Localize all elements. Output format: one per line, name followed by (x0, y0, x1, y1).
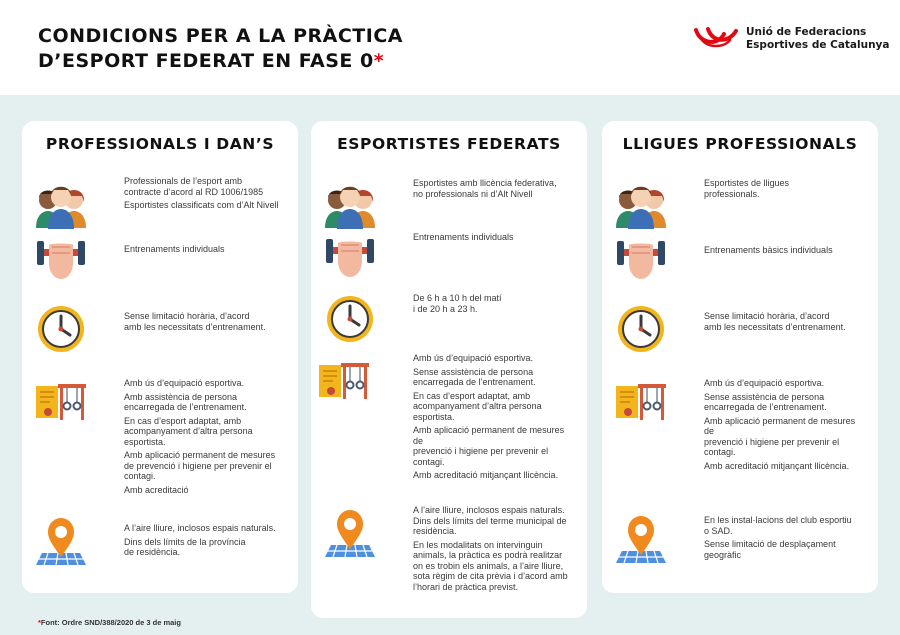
card-title: LLIGUES PROFESSIONALS (622, 135, 858, 153)
row-text (704, 515, 870, 563)
card-federats (311, 121, 587, 618)
row-text (413, 178, 579, 202)
location-pin-icon (614, 511, 668, 565)
row-text-line: En les modalitats on intervinguin animals, la pràctica es podrà realitzar on es trobin els animals, a l’aire lliure, sota règim de cita prèvia i d’acord amb l’horari de pràctica previst. (413, 539, 568, 592)
source-footnote: *Font: Ordre SND/388/2020 de 3 de maig (38, 618, 181, 627)
row-text-line: Sense limitació horària, d’acord amb les necessitats d’entrenament. (704, 311, 846, 332)
row-text-line: Sense limitació de desplaçament geogràfic (704, 539, 836, 560)
card-title: ESPORTISTES FEDERATS (337, 135, 561, 153)
row-text-line: Entrenaments bàsics individuals (704, 245, 833, 255)
row-text-line: Dins dels límits de la província de residència. (124, 536, 246, 557)
row-text-line: Entrenaments individuals (413, 232, 514, 242)
row-text-line: Amb aplicació permanent de mesures de prevenció i higiene per prevenir el contagi. (413, 425, 565, 467)
row-text-line: Sense limitació horària, d’acord amb les necessitats d’entrenament. (124, 311, 266, 332)
row-text (704, 245, 870, 259)
row-text (124, 523, 290, 561)
row-text-line: Amb acreditació (124, 484, 189, 495)
row-text-line: En cas d’esport adaptat, amb acompanyament d’altra persona esportista. (413, 390, 542, 422)
card-professionals (22, 121, 298, 593)
row-text-line: De 6 h a 10 h del matí i de 20 h a 23 h. (413, 293, 502, 314)
card-title: PROFESSIONALS I DAN’S (45, 135, 275, 153)
row-text-line: Entrenaments individuals (124, 244, 225, 254)
row-text-line: Amb ús d’equipació esportiva. (413, 353, 534, 363)
row-text (704, 378, 870, 474)
row-text-line: A l’aire lliure, inclosos espais naturals. (124, 523, 276, 533)
row-text-line: Amb aplicació permanent de mesures de prevenció i higiene per prevenir el contagi. (704, 415, 856, 457)
row-text-line: Esportistes amb llicència federativa, no professionals ni d’Alt Nivell (413, 178, 557, 199)
row-text-line: En cas d’esport adaptat, amb acompanyament d’altra persona esportista. (124, 415, 253, 447)
row-text (413, 232, 579, 246)
row-text (704, 311, 870, 335)
row-text-line: Amb ús d’equipació esportiva. (124, 378, 245, 388)
ufec-logo (694, 24, 890, 58)
card-lligues (602, 121, 878, 593)
row-text-line: Amb ús d’equipació esportiva. (704, 378, 825, 388)
row-text-line: Esportistes de lligues professionals. (704, 178, 790, 199)
people-icon (614, 176, 668, 230)
dumbbell-icon (323, 229, 377, 283)
equipment-icon (317, 353, 371, 407)
logo-text: Unió de Federacions Esportives de Catalunya (746, 26, 890, 51)
clock-icon (34, 301, 88, 355)
clock-icon (614, 301, 668, 355)
row-text (124, 176, 290, 214)
equipment-icon (614, 374, 668, 428)
dumbbell-icon (614, 231, 668, 285)
clock-icon (323, 291, 377, 345)
row-text-line: Sense assistència de persona encarregada de l’entrenament. (704, 391, 827, 412)
page-title: CONDICIONS PER A LA PRÀCTICA D’ESPORT FEDERAT EN FASE 0* (38, 25, 403, 72)
row-text (413, 353, 579, 484)
row-text-line: Amb acreditació mitjançant llicència. (704, 460, 850, 471)
row-text (124, 244, 290, 258)
row-text (124, 311, 290, 335)
row-text-line: A l’aire lliure, inclosos espais naturals. Dins dels límits del terme municipal de residència. (413, 505, 567, 536)
row-text-line: Amb assistència de persona encarregada de l’entrenament. (124, 391, 247, 412)
equipment-icon (34, 374, 88, 428)
title-asterisk: * (373, 50, 385, 72)
people-icon (34, 176, 88, 230)
row-text-line: Amb aplicació permanent de mesures de prevenció i higiene per prevenir el contagi. (124, 450, 276, 481)
row-text (704, 178, 870, 202)
people-icon (323, 176, 377, 230)
row-text (413, 505, 579, 595)
ufec-logo-icon (694, 26, 740, 50)
row-text (413, 293, 579, 317)
row-text (124, 378, 290, 498)
location-pin-icon (323, 505, 377, 559)
row-text-line: Amb acreditació mitjançant llicència. (413, 470, 559, 480)
page-header (0, 0, 900, 95)
row-text-line: Esportistes classificats com d’Alt Nivell (124, 200, 279, 210)
row-text-line: Professionals de l’esport amb contracte d’acord al RD 1006/1985 (124, 176, 264, 197)
row-text-line: Sense assistència de persona encarregada de l’entrenament. (413, 366, 536, 387)
row-text-line: En les instal·lacions del club esportiu o SAD. (704, 515, 852, 536)
location-pin-icon (34, 513, 88, 567)
dumbbell-icon (34, 231, 88, 285)
